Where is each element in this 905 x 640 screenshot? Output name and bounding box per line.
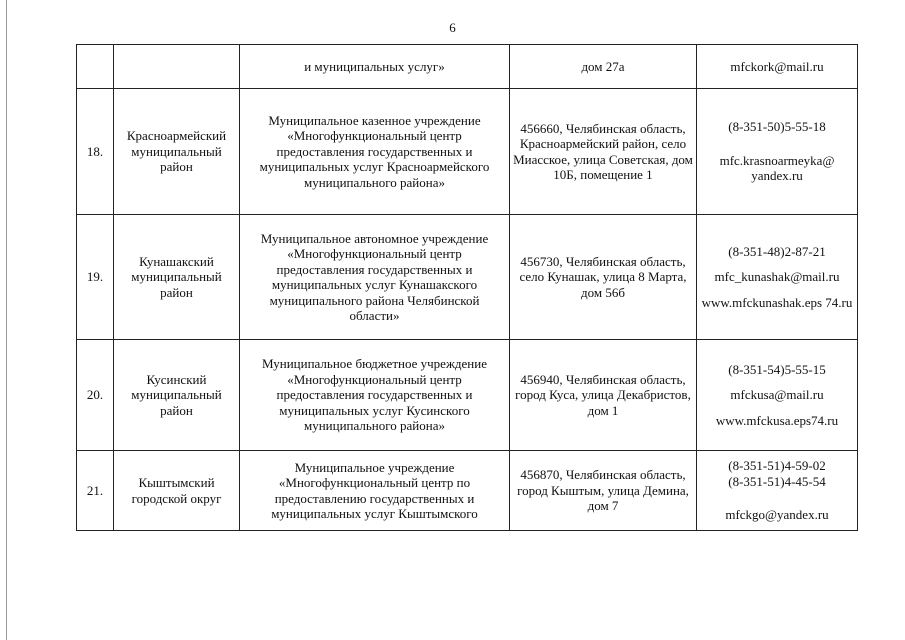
row-number-cell	[77, 45, 114, 89]
address-cell: 456940, Челябинская область, город Куса, улица Декабристов, дом 1	[510, 340, 697, 451]
organization-cell: Муниципальное учреждение «Многофункциональный центр по предоставлению государственных и муниципальных услуг Кыштымского	[240, 451, 510, 531]
row-number-cell: 20.	[77, 340, 114, 451]
row-number-cell: 19.	[77, 215, 114, 340]
contact-phone: (8-351-51)4-59-02	[728, 458, 826, 474]
contact-phone: (8-351-50)5-55-18	[728, 119, 826, 135]
district-cell: Красноармейский муниципальный район	[114, 89, 240, 215]
organization-cell: Муниципальное бюджетное учреждение «Многофункциональный центр предоставления государственных и муниципальных услуг Кусинского муниципального района»	[240, 340, 510, 451]
district-cell: Кусинский муниципальный район	[114, 340, 240, 451]
contact-email: mfckgo@yandex.ru	[725, 507, 829, 523]
contact-phone: (8-351-54)5-55-15	[728, 361, 826, 377]
contacts-cell	[697, 89, 858, 215]
scan-edge-line	[6, 0, 7, 640]
organization-cell: и муниципальных услуг»	[240, 45, 510, 89]
contact-email: mfckusa@mail.ru	[730, 387, 824, 403]
contact-email: mfckork@mail.ru	[730, 58, 824, 74]
contacts-cell	[697, 215, 858, 340]
district-cell	[114, 45, 240, 89]
page-number: 6	[449, 20, 456, 35]
address-cell: 456730, Челябинская область, село Кунашак, улица 8 Марта, дом 56б	[510, 215, 697, 340]
contacts-cell	[697, 340, 858, 451]
district-cell: Кыштымский городской округ	[114, 451, 240, 531]
contact-email: mfc_kunashak@mail.ru	[714, 269, 840, 285]
organization-cell: Муниципальное автономное учреждение «Многофункциональный центр предоставления государственных и муниципальных услуг Кунашакского муниципального района Челябинской области»	[240, 215, 510, 340]
mfc-registry-table	[76, 44, 858, 531]
organization-cell: Муниципальное казенное учреждение «Многофункциональный центр предоставления государственных и муниципальных услуг Красноармейского муниципального района»	[240, 89, 510, 215]
contact-email: mfc.krasnoarmeyka@ yandex.ru	[719, 152, 835, 184]
district-cell: Кунашакский муниципальный район	[114, 215, 240, 340]
address-cell: 456660, Челябинская область, Красноармейский район, село Миасское, улица Советская, дом 10Б, помещение 1	[510, 89, 697, 215]
contact-website: www.mfckunashak.eps 74.ru	[701, 294, 853, 310]
row-number-cell: 21.	[77, 451, 114, 531]
address-cell: дом 27а	[510, 45, 697, 89]
contacts-cell	[697, 451, 858, 531]
contact-phone: (8-351-48)2-87-21	[728, 243, 826, 259]
contact-website: www.mfckusa.eps74.ru	[715, 412, 839, 428]
table-row	[77, 340, 858, 451]
contacts-cell	[697, 45, 858, 89]
table-row	[77, 215, 858, 340]
row-number-cell: 18.	[77, 89, 114, 215]
table-row	[77, 89, 858, 215]
address-cell: 456870, Челябинская область, город Кыштым, улица Демина, дом 7	[510, 451, 697, 531]
table-row-continuation	[77, 45, 858, 89]
table-row	[77, 451, 858, 531]
contact-phone-secondary: (8-351-51)4-45-54	[728, 473, 826, 489]
